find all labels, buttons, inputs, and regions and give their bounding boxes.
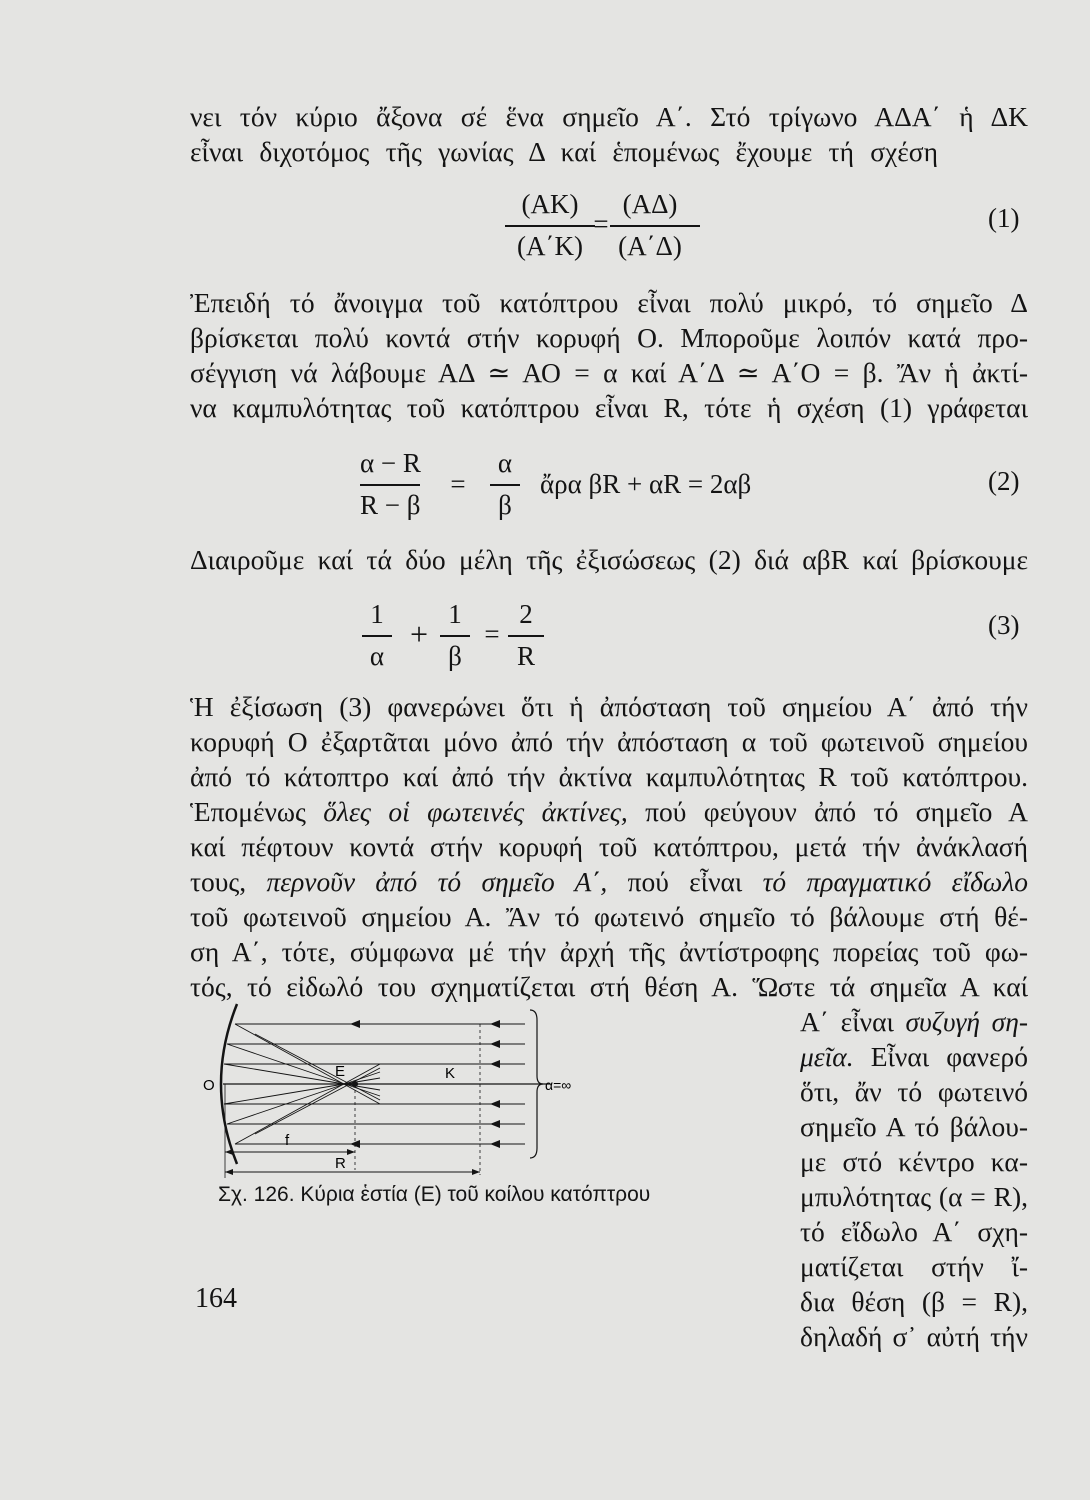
text-line-12: καί πέφτουν κοντά στήν κορυφή τοῦ κατόπτρου, μετά τήν ἀνάκλασή [190, 831, 1028, 862]
r-arrow-left [225, 1169, 233, 1175]
right-col-line-2 [800, 1040, 1028, 1074]
text-line-15: ση Α΄, τότε, σύμφωνα μέ τήν ἀρχή τῆς ἀντίστροφης πορείας τοῦ φω- [190, 936, 1028, 967]
text-line-2: εἶναι διχοτόμος τῆς γωνίας Δ καί ἑπομένως ἔχουμε τή σχέση [190, 136, 938, 167]
label-K: K [445, 1065, 456, 1082]
eq3-denominator-1: α [369, 641, 385, 671]
r-arrow-right [472, 1169, 480, 1175]
text-line-3: Ἐπειδή τό ἄνοιγμα τοῦ κατόπτρου εἶναι πολύ μικρό, τό σημεῖο Δ [190, 287, 1028, 318]
label-R: R [335, 1155, 346, 1172]
eq2-numerator-right: α [497, 448, 513, 478]
right-col-line-4: σημεῖο Α τό βάλου- [800, 1111, 1028, 1142]
eq3-denominator-3: R [516, 641, 535, 671]
text-line-16: τός, τό εἰδωλό του σχηματίζεται στή θέση Α. Ὥστε τά σημεῖα Α καί [190, 971, 1028, 1002]
right-col-line-2-b: Εἶναι φανερό [870, 1041, 1028, 1072]
text-line-1: νει τόν κύριο ἄξονα σέ ἕνα σημεῖο Α΄. Στό τρίγωνο ΑΔΑ΄ ἡ ΔΚ [190, 101, 1028, 132]
eq1-denominator-right: (Α΄Δ) [618, 231, 682, 261]
eq1-fraction-bar-left [505, 225, 595, 227]
eq1-numerator-right: (ΑΔ) [622, 189, 678, 219]
text-line-13-a: τους, [190, 866, 247, 897]
eq2-label: (2) [988, 466, 1020, 496]
eq3-denominator-2: β [448, 641, 462, 671]
label-f: f [285, 1132, 290, 1149]
eq3-numerator-1: 1 [370, 599, 384, 629]
text-line-11-italic: ὅλες οἱ φωτεινές ἀκτίνες, [323, 796, 628, 827]
eq1-fraction-bar-right [610, 225, 700, 227]
eq1-label: (1) [988, 203, 1020, 233]
right-col-line-1 [800, 1005, 1028, 1039]
text-line-11 [190, 795, 1028, 829]
right-col-line-1-a: Α΄ εἶναι [800, 1006, 894, 1037]
figure-caption: Σχ. 126. Κύρια ἑστία (Ε) τοῦ κοίλου κατόπτρου [218, 1183, 651, 1206]
label-alpha: α=∞ [545, 1077, 572, 1093]
right-col-line-7: τό εἴδωλο Α΄ σχη- [800, 1216, 1028, 1247]
right-col-line-2-italic: μεῖα. [800, 1041, 854, 1072]
label-O: O [203, 1077, 215, 1094]
eq3-fraction-bar-1 [362, 635, 392, 637]
right-col-line-3: ὅτι, ἄν τό φωτεινό [800, 1076, 1028, 1107]
page-number: 164 [195, 1283, 237, 1314]
eq3-label: (3) [988, 610, 1020, 640]
text-line-10: ἀπό τό κάτοπτρο καί ἀπό τήν ἀκτίνα καμπυλότητας R τοῦ κατόπτρου. [190, 761, 1028, 792]
text-line-14: τοῦ φωτεινοῦ σημείου Α. Ἄν τό φωτεινό σημεῖο τό βάλουμε στή θέ- [190, 901, 1028, 932]
text-line-13-italic-2: τό πραγματικό εἴδωλο [762, 866, 1028, 897]
text-line-11-a: Ἑπομένως [190, 796, 306, 827]
eq3-numerator-3: 2 [519, 599, 533, 629]
right-col-line-6: μπυλότητας (α = R), [800, 1181, 1028, 1212]
eq2-equals: = [450, 469, 466, 499]
eq3-equals: = [484, 619, 500, 649]
eq2-numerator-left: α − R [360, 448, 421, 478]
eq1-denominator-left: (Α΄Κ) [517, 231, 583, 261]
text-line-5: σέγγιση νά λάβουμε ΑΔ ≃ ΑΟ = α καί Α΄Δ ≃ Α΄Ο = β. Ἄν ἡ ἀκτί- [190, 357, 1028, 388]
text-line-7: Διαιροῦμε καί τά δύο μέλη τῆς ἐξισώσεως (2) διά αβR καί βρίσκουμε [190, 544, 1028, 575]
text-line-13 [190, 865, 1028, 899]
eq3-plus: + [409, 616, 429, 652]
text-line-6: να καμπυλότητας τοῦ κατόπτρου εἶναι R, τότε ἡ σχέση (1) γράφεται [190, 392, 1028, 423]
eq3-fraction-bar-3 [508, 635, 544, 637]
label-E: E [335, 1063, 346, 1080]
eq3-fraction-bar-2 [440, 635, 470, 637]
eq2-denominator-left: R − β [360, 490, 421, 520]
text-line-9: κορυφή Ο ἐξαρτᾶται μόνο ἀπό τήν ἀπόσταση α τοῦ φωτεινοῦ σημείου [190, 726, 1028, 757]
text-line-8: Ἡ ἐξίσωση (3) φανερώνει ὅτι ἡ ἀπόσταση τοῦ σημείου Α΄ ἀπό τήν [190, 691, 1028, 722]
eq2-fraction-bar-right [490, 484, 520, 486]
text-line-11-c: πού φεύγουν ἀπό τό σημεῖο Α [645, 796, 1029, 827]
eq2-fraction-bar-left [360, 484, 420, 486]
f-arrow-right [347, 1149, 355, 1155]
right-col-line-9: δια θέση (β = R), [800, 1286, 1028, 1317]
text-line-13-c: πού εἶναι [627, 866, 743, 897]
right-col-line-10: δηλαδή σ᾽ αὐτή τήν [800, 1321, 1028, 1352]
right-col-line-1-italic: συζυγή ση- [905, 1006, 1028, 1037]
f-arrow-left [225, 1149, 233, 1155]
eq1-equals: = [593, 209, 609, 239]
eq2-denominator-right: β [498, 490, 512, 520]
right-col-line-5: με στό κέντρο κα- [800, 1146, 1028, 1177]
text-line-4: βρίσκεται πολύ κοντά στήν κορυφή Ο. Μποροῦμε λοιπόν κατά προ- [190, 322, 1028, 353]
text-line-13-italic-1: περνοῦν ἀπό τό σημεῖο Α΄, [266, 866, 608, 897]
eq3-numerator-2: 1 [448, 599, 462, 629]
eq2-tail: ἄρα βR + αR = 2αβ [540, 469, 752, 499]
eq1-numerator-left: (ΑΚ) [521, 189, 579, 219]
concave-mirror-figure [195, 1000, 575, 1180]
right-col-line-8: ματίζεται στήν ἴ- [800, 1251, 1028, 1282]
